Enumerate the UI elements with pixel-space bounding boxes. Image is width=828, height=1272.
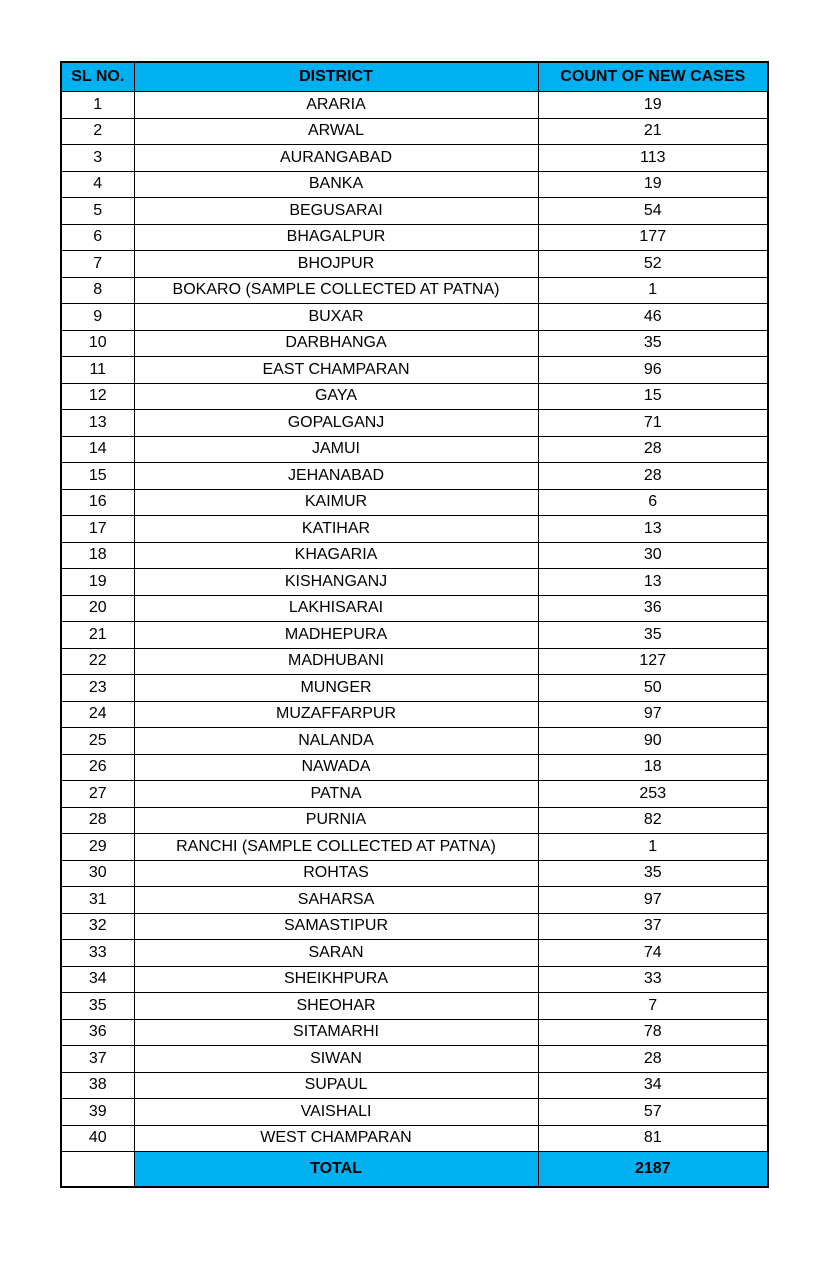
cell-sl-no: 22	[61, 648, 134, 675]
table-row	[61, 966, 768, 993]
cell-count: 82	[538, 807, 768, 834]
cell-district: BOKARO (SAMPLE COLLECTED AT PATNA)	[134, 277, 538, 304]
table-row	[61, 622, 768, 649]
cell-sl-no: 31	[61, 887, 134, 914]
cell-count: 52	[538, 251, 768, 278]
cell-count: 1	[538, 277, 768, 304]
cell-district: SAMASTIPUR	[134, 913, 538, 940]
cell-count: 28	[538, 1046, 768, 1073]
cell-sl-no: 11	[61, 357, 134, 384]
cell-sl-no: 6	[61, 224, 134, 251]
cell-district: WEST CHAMPARAN	[134, 1125, 538, 1152]
cell-count: 19	[538, 92, 768, 119]
cell-sl-no: 17	[61, 516, 134, 543]
total-row	[61, 1152, 768, 1188]
cell-sl-no: 3	[61, 145, 134, 172]
cell-count: 97	[538, 887, 768, 914]
cell-count: 33	[538, 966, 768, 993]
total-label: TOTAL	[134, 1152, 538, 1188]
cell-count: 35	[538, 330, 768, 357]
cell-sl-no: 32	[61, 913, 134, 940]
cell-district: ARWAL	[134, 118, 538, 145]
table-row	[61, 834, 768, 861]
cell-district: SIWAN	[134, 1046, 538, 1073]
cell-district: VAISHALI	[134, 1099, 538, 1126]
cell-district: BHAGALPUR	[134, 224, 538, 251]
table-row	[61, 728, 768, 755]
cell-district: GOPALGANJ	[134, 410, 538, 437]
table-row	[61, 807, 768, 834]
table-row	[61, 887, 768, 914]
table-row	[61, 251, 768, 278]
cell-count: 78	[538, 1019, 768, 1046]
table-row	[61, 145, 768, 172]
cell-count: 97	[538, 701, 768, 728]
table-row	[61, 198, 768, 225]
table-row	[61, 171, 768, 198]
header-row	[61, 62, 768, 92]
cell-district: SARAN	[134, 940, 538, 967]
table-row	[61, 410, 768, 437]
table-row	[61, 277, 768, 304]
cell-count: 57	[538, 1099, 768, 1126]
cell-district: PURNIA	[134, 807, 538, 834]
header-sl-no: SL NO.	[61, 62, 134, 92]
cell-count: 46	[538, 304, 768, 331]
cell-district: AURANGABAD	[134, 145, 538, 172]
cell-district: MADHEPURA	[134, 622, 538, 649]
header-district: DISTRICT	[134, 62, 538, 92]
table-row	[61, 940, 768, 967]
cell-district: BUXAR	[134, 304, 538, 331]
cell-sl-no: 21	[61, 622, 134, 649]
table-footer	[61, 1152, 768, 1188]
cell-district: NALANDA	[134, 728, 538, 755]
cell-sl-no: 2	[61, 118, 134, 145]
table-row	[61, 860, 768, 887]
table-row	[61, 913, 768, 940]
table-row	[61, 1046, 768, 1073]
cell-count: 21	[538, 118, 768, 145]
cell-district: RANCHI (SAMPLE COLLECTED AT PATNA)	[134, 834, 538, 861]
cell-count: 28	[538, 436, 768, 463]
cell-district: KISHANGANJ	[134, 569, 538, 596]
cell-count: 1	[538, 834, 768, 861]
cell-sl-no: 18	[61, 542, 134, 569]
cell-count: 19	[538, 171, 768, 198]
cell-sl-no: 35	[61, 993, 134, 1020]
cell-count: 81	[538, 1125, 768, 1152]
cell-count: 253	[538, 781, 768, 808]
cell-district: BANKA	[134, 171, 538, 198]
cell-sl-no: 33	[61, 940, 134, 967]
table-row	[61, 92, 768, 119]
cell-district: JEHANABAD	[134, 463, 538, 490]
cell-count: 96	[538, 357, 768, 384]
cell-sl-no: 36	[61, 1019, 134, 1046]
table-row	[61, 118, 768, 145]
cell-count: 15	[538, 383, 768, 410]
cell-district: LAKHISARAI	[134, 595, 538, 622]
cell-sl-no: 37	[61, 1046, 134, 1073]
cell-sl-no: 34	[61, 966, 134, 993]
cell-sl-no: 27	[61, 781, 134, 808]
cell-district: MUZAFFARPUR	[134, 701, 538, 728]
table-row	[61, 993, 768, 1020]
cell-count: 30	[538, 542, 768, 569]
cell-sl-no: 19	[61, 569, 134, 596]
cell-sl-no: 13	[61, 410, 134, 437]
table-row	[61, 1019, 768, 1046]
cell-sl-no: 10	[61, 330, 134, 357]
cell-sl-no: 38	[61, 1072, 134, 1099]
table-row	[61, 357, 768, 384]
cell-count: 7	[538, 993, 768, 1020]
table-row	[61, 1072, 768, 1099]
table-row	[61, 569, 768, 596]
cell-sl-no: 26	[61, 754, 134, 781]
cell-count: 6	[538, 489, 768, 516]
total-value: 2187	[538, 1152, 768, 1188]
table-row	[61, 781, 768, 808]
cell-count: 54	[538, 198, 768, 225]
cell-count: 18	[538, 754, 768, 781]
cell-district: MUNGER	[134, 675, 538, 702]
district-cases-table	[60, 61, 769, 1188]
cell-district: PATNA	[134, 781, 538, 808]
cell-district: DARBHANGA	[134, 330, 538, 357]
table-row	[61, 304, 768, 331]
table-row	[61, 754, 768, 781]
cell-sl-no: 40	[61, 1125, 134, 1152]
cell-district: KATIHAR	[134, 516, 538, 543]
table-row	[61, 489, 768, 516]
cell-sl-no: 28	[61, 807, 134, 834]
cell-count: 113	[538, 145, 768, 172]
cell-count: 13	[538, 569, 768, 596]
cell-district: KHAGARIA	[134, 542, 538, 569]
total-empty-cell	[61, 1152, 134, 1188]
cell-sl-no: 20	[61, 595, 134, 622]
cell-sl-no: 7	[61, 251, 134, 278]
table-row	[61, 595, 768, 622]
cell-sl-no: 23	[61, 675, 134, 702]
table-row	[61, 648, 768, 675]
cell-sl-no: 39	[61, 1099, 134, 1126]
cell-count: 177	[538, 224, 768, 251]
cell-sl-no: 8	[61, 277, 134, 304]
cell-count: 13	[538, 516, 768, 543]
cell-district: BHOJPUR	[134, 251, 538, 278]
cell-sl-no: 9	[61, 304, 134, 331]
table-row	[61, 463, 768, 490]
cell-district: MADHUBANI	[134, 648, 538, 675]
table-row	[61, 383, 768, 410]
cell-district: JAMUI	[134, 436, 538, 463]
header-count: COUNT OF NEW CASES	[538, 62, 768, 92]
cell-count: 127	[538, 648, 768, 675]
cell-district: SHEIKHPURA	[134, 966, 538, 993]
cell-sl-no: 25	[61, 728, 134, 755]
cell-district: KAIMUR	[134, 489, 538, 516]
cell-count: 28	[538, 463, 768, 490]
cell-district: SUPAUL	[134, 1072, 538, 1099]
cell-sl-no: 4	[61, 171, 134, 198]
cell-sl-no: 12	[61, 383, 134, 410]
table-row	[61, 516, 768, 543]
table-body	[61, 92, 768, 1152]
cell-sl-no: 29	[61, 834, 134, 861]
cell-district: ROHTAS	[134, 860, 538, 887]
table-row	[61, 1099, 768, 1126]
cell-count: 35	[538, 622, 768, 649]
cell-count: 74	[538, 940, 768, 967]
table-row	[61, 542, 768, 569]
cell-count: 35	[538, 860, 768, 887]
cell-sl-no: 14	[61, 436, 134, 463]
table-row	[61, 224, 768, 251]
cell-district: GAYA	[134, 383, 538, 410]
cell-count: 36	[538, 595, 768, 622]
table-row	[61, 701, 768, 728]
table-row	[61, 436, 768, 463]
cell-district: EAST CHAMPARAN	[134, 357, 538, 384]
cell-sl-no: 16	[61, 489, 134, 516]
table-row	[61, 1125, 768, 1152]
cell-district: SITAMARHI	[134, 1019, 538, 1046]
cell-sl-no: 1	[61, 92, 134, 119]
table-row	[61, 330, 768, 357]
cell-district: SHEOHAR	[134, 993, 538, 1020]
cell-count: 90	[538, 728, 768, 755]
cell-sl-no: 30	[61, 860, 134, 887]
table-header	[61, 62, 768, 92]
cell-sl-no: 15	[61, 463, 134, 490]
table-row	[61, 675, 768, 702]
cell-count: 34	[538, 1072, 768, 1099]
cell-district: ARARIA	[134, 92, 538, 119]
cell-count: 37	[538, 913, 768, 940]
cell-sl-no: 24	[61, 701, 134, 728]
cell-district: BEGUSARAI	[134, 198, 538, 225]
cell-count: 71	[538, 410, 768, 437]
cell-district: SAHARSA	[134, 887, 538, 914]
cell-sl-no: 5	[61, 198, 134, 225]
cell-count: 50	[538, 675, 768, 702]
cell-district: NAWADA	[134, 754, 538, 781]
